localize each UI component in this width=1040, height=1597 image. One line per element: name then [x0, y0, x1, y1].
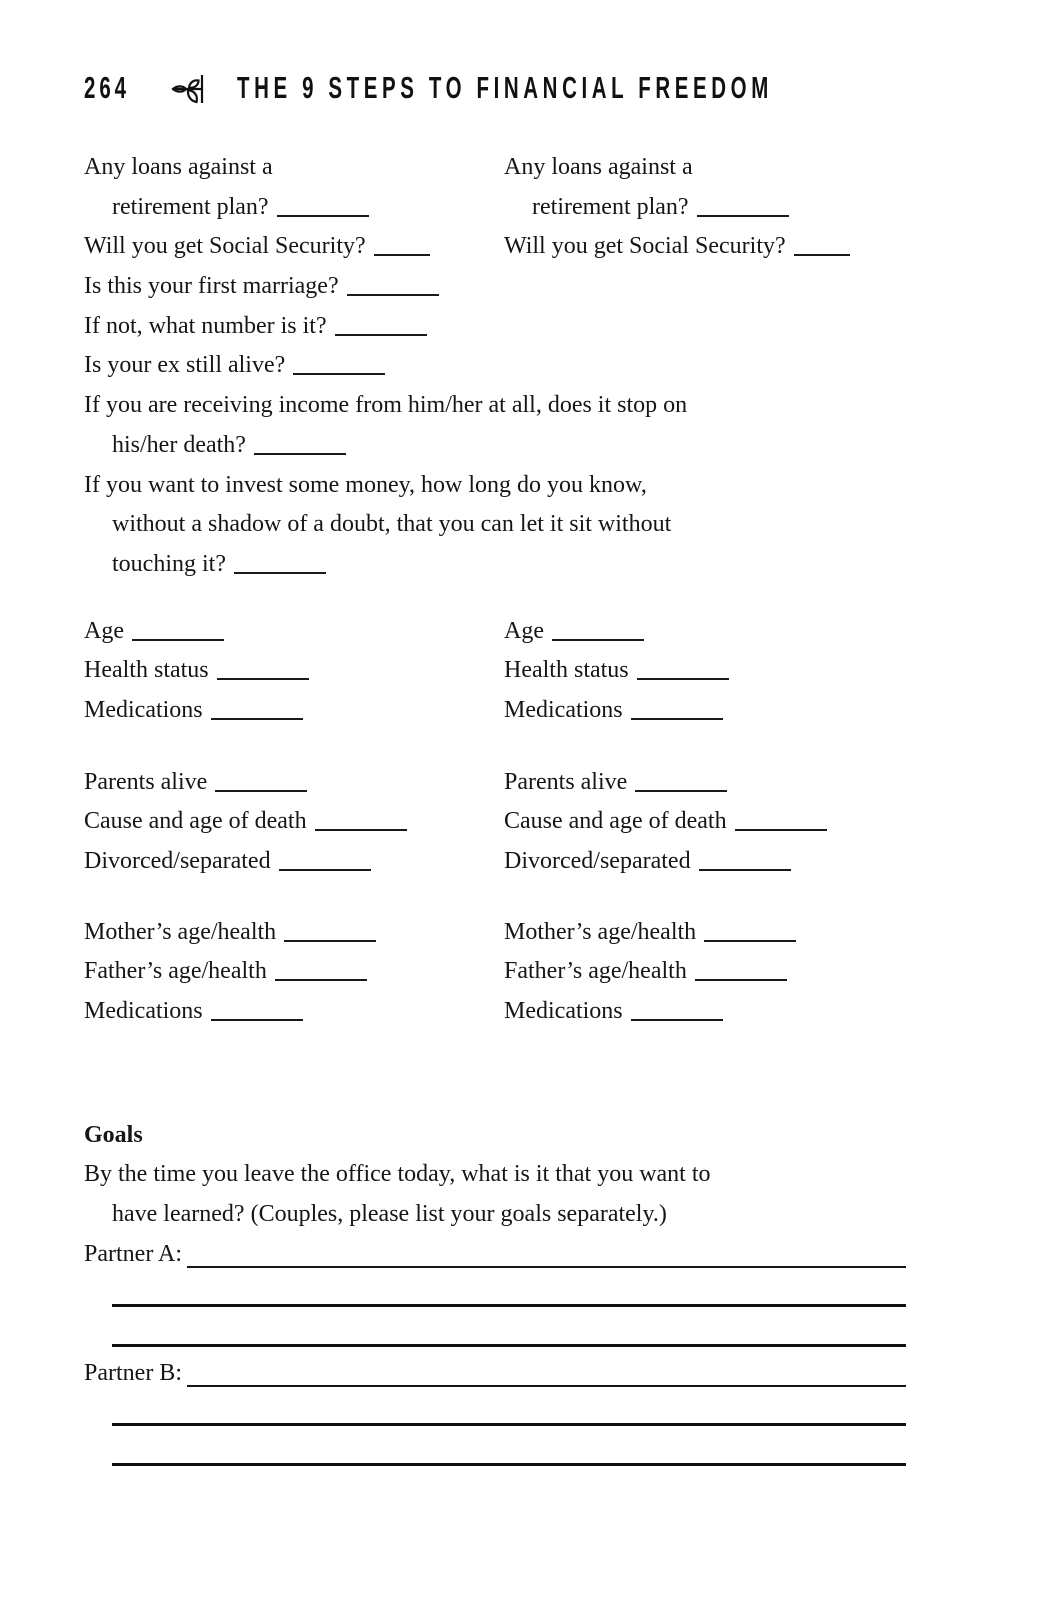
blank-health-status-a[interactable] [217, 664, 309, 680]
parents-fields-column-a [84, 763, 504, 882]
blank-mother-age-b[interactable] [704, 926, 796, 942]
question-invest-line3-label: touching it? [112, 550, 226, 577]
question-social-security-label-a: Will you get Social Security? [84, 233, 366, 260]
field-parents-alive-b [504, 763, 906, 803]
field-mother-age-label-b: Mother’s age/health [504, 918, 697, 945]
blank-cause-death-a[interactable] [315, 815, 407, 831]
question-invest-line3 [84, 545, 906, 585]
partner-b-writein-line-2[interactable] [112, 1394, 906, 1427]
question-loans-line2-a: retirement plan? [112, 193, 269, 220]
field-age-label-b: Age [504, 617, 544, 644]
question-loans-b [504, 148, 906, 188]
field-mother-age-label-a: Mother’s age/health [84, 918, 277, 945]
blank-first-marriage[interactable] [347, 280, 439, 296]
blank-social-security-a[interactable] [374, 240, 430, 256]
blank-age-a[interactable] [132, 625, 224, 641]
partner-a-writein-line-3[interactable] [112, 1314, 906, 1347]
field-father-age-b [504, 952, 906, 992]
section-gap [84, 585, 906, 612]
partner-a-extra-row [84, 1314, 906, 1354]
field-mother-age-b [504, 913, 906, 953]
field-cause-death-label-a: Cause and age of death [84, 808, 307, 835]
goals-heading: Goals [84, 1121, 143, 1148]
question-ex-alive-label: Is your ex still alive? [84, 352, 286, 379]
field-health-status-label-a: Health status [84, 657, 209, 684]
field-health-status-b [504, 651, 906, 691]
blank-divorced-b[interactable] [699, 855, 791, 871]
blank-cause-death-b[interactable] [735, 815, 827, 831]
field-health-status-label-b: Health status [504, 657, 629, 684]
health-fields-section [84, 612, 906, 731]
field-divorced-label-a: Divorced/separated [84, 848, 271, 874]
question-invest-line1-label: If you want to invest some money, how long do you know, [84, 471, 647, 498]
field-father-age-label-a: Father’s age/health [84, 958, 267, 985]
field-divorced-b [504, 842, 906, 882]
field-age-label-a: Age [84, 617, 124, 644]
partner-a-writein-line-1[interactable] [187, 1235, 906, 1268]
running-head-title: THE 9 STEPS TO FINANCIAL FREEDOM [237, 70, 773, 105]
partner-b-extra-row [84, 1433, 906, 1473]
question-social-security-b [504, 227, 906, 267]
parent-health-fields-section [84, 913, 906, 1032]
section-gap [84, 731, 906, 763]
partner-b-label: Partner B: [84, 1359, 182, 1386]
health-fields-column-a [84, 612, 504, 731]
question-first-marriage [84, 267, 906, 307]
question-ex-alive [84, 346, 906, 386]
field-father-age-label-b: Father’s age/health [504, 958, 687, 985]
field-health-status-a [84, 651, 504, 691]
question-loans-line2-b: retirement plan? [532, 193, 689, 220]
question-social-security-label-b: Will you get Social Security? [504, 233, 786, 260]
question-income-line1-label: If you are receiving income from him/her at all, does it stop on [84, 392, 688, 419]
parents-fields-column-b [504, 763, 906, 882]
blank-retirement-plan-a[interactable] [277, 201, 369, 217]
field-age-b [504, 612, 906, 652]
single-questions-section [84, 267, 906, 585]
question-invest-line2-label: without a shadow of a doubt, that you can let it sit without [112, 511, 672, 538]
partner-b-writein-line-1[interactable] [187, 1354, 906, 1387]
parents-fields-section [84, 763, 906, 882]
leaf-twig-ornament-icon [168, 73, 208, 105]
blank-age-b[interactable] [552, 625, 644, 641]
field-divorced-label-b: Divorced/separated [504, 848, 691, 874]
question-income-line1 [84, 386, 906, 426]
questionnaire [84, 148, 906, 1473]
blank-parent-medications-b[interactable] [631, 1005, 723, 1021]
blank-what-number[interactable] [335, 320, 427, 336]
question-loans-line1-b: Any loans against a [504, 154, 693, 180]
blank-father-age-a[interactable] [275, 965, 367, 981]
blank-parents-alive-b[interactable] [635, 776, 727, 792]
field-mother-age-a [84, 913, 504, 953]
goals-prompt-line2: have learned? (Couples, please list your goals separately.) [112, 1201, 667, 1228]
field-parent-medications-b [504, 992, 906, 1032]
paired-questions-column-a [84, 148, 504, 267]
field-medications-label-b: Medications [504, 696, 623, 723]
question-loans-cont-a [84, 188, 504, 228]
question-first-marriage-label: Is this your first marriage? [84, 273, 339, 300]
partner-a-writein-line-2[interactable] [112, 1275, 906, 1308]
field-parents-alive-a [84, 763, 504, 803]
blank-invest-duration[interactable] [234, 558, 326, 574]
blank-parent-medications-a[interactable] [211, 1005, 303, 1021]
field-medications-b [504, 691, 906, 731]
field-parents-alive-label-a: Parents alive [84, 768, 208, 795]
page-header [0, 72, 1040, 106]
question-income-line2-label: his/her death? [112, 431, 246, 458]
question-invest-line1 [84, 466, 906, 506]
blank-mother-age-a[interactable] [284, 926, 376, 942]
partner-b-extra-row [84, 1394, 906, 1434]
blank-social-security-b[interactable] [794, 240, 850, 256]
question-invest-line2 [84, 505, 906, 545]
paired-questions-column-b [504, 148, 906, 267]
field-cause-death-b [504, 802, 906, 842]
page-number: 264 [84, 70, 131, 105]
field-parent-medications-label-a: Medications [84, 998, 203, 1025]
blank-income-stops[interactable] [254, 439, 346, 455]
partner-b-writein-line-3[interactable] [112, 1433, 906, 1466]
blank-retirement-plan-b[interactable] [697, 201, 789, 217]
question-social-security-a [84, 227, 504, 267]
field-divorced-a [84, 842, 504, 882]
field-cause-death-label-b: Cause and age of death [504, 808, 727, 835]
partner-b-row [84, 1354, 906, 1394]
field-cause-death-a [84, 802, 504, 842]
goals-section [84, 1116, 906, 1473]
goals-prompt-line1: By the time you leave the office today, what is it that you want to [84, 1161, 711, 1188]
question-income-line2 [84, 426, 906, 466]
partner-a-row [84, 1235, 906, 1275]
question-loans-line1-a: Any loans against a [84, 154, 273, 180]
field-father-age-a [84, 952, 504, 992]
field-parent-medications-label-b: Medications [504, 998, 623, 1025]
field-age-a [84, 612, 504, 652]
parent-health-column-b [504, 913, 906, 1032]
blank-medications-b[interactable] [631, 704, 723, 720]
question-what-number-label: If not, what number is it? [84, 312, 327, 339]
question-what-number [84, 307, 906, 347]
field-parent-medications-a [84, 992, 504, 1032]
field-medications-label-a: Medications [84, 696, 203, 723]
field-medications-a [84, 691, 504, 731]
paired-questions-section [84, 148, 906, 267]
section-gap [84, 882, 906, 913]
blank-ex-alive[interactable] [293, 359, 385, 375]
blank-father-age-b[interactable] [695, 965, 787, 981]
blank-health-status-b[interactable] [637, 664, 729, 680]
health-fields-column-b [504, 612, 906, 731]
question-loans-cont-b [504, 188, 906, 228]
question-loans-a [84, 148, 504, 188]
blank-medications-a[interactable] [211, 704, 303, 720]
partner-a-extra-row [84, 1275, 906, 1315]
parent-health-column-a [84, 913, 504, 1032]
section-gap [84, 1032, 906, 1116]
field-parents-alive-label-b: Parents alive [504, 768, 628, 795]
blank-parents-alive-a[interactable] [215, 776, 307, 792]
blank-divorced-a[interactable] [279, 855, 371, 871]
partner-a-label: Partner A: [84, 1240, 182, 1267]
